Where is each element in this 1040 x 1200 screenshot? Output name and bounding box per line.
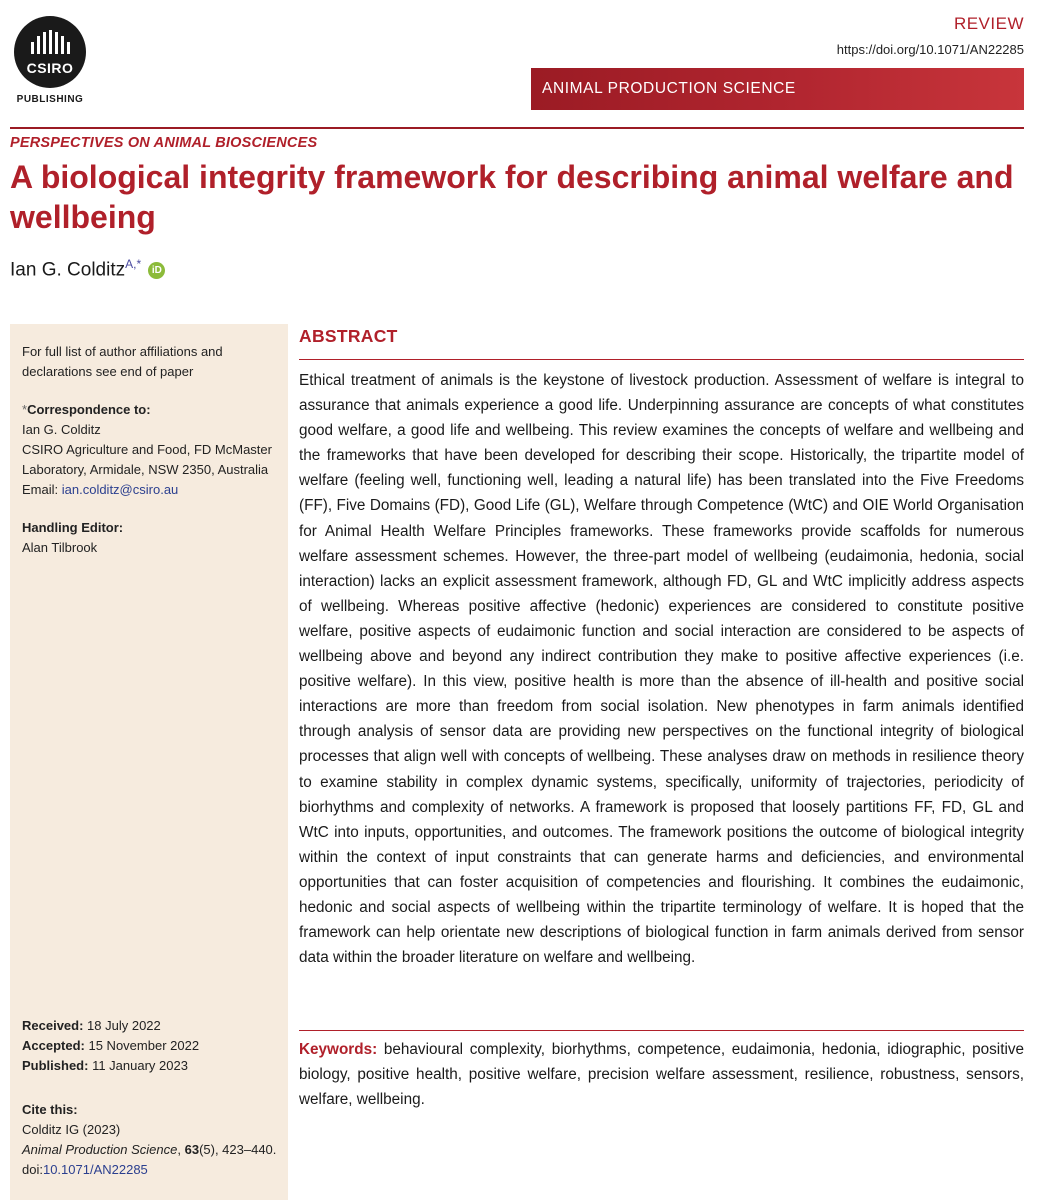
handling-editor-label: Handling Editor: [22,520,124,535]
correspondence-block [22,400,278,500]
orcid-icon[interactable]: iD [148,262,165,279]
affiliation-marks[interactable]: A,* [125,257,142,271]
cite-doi-prefix: doi: [22,1162,43,1177]
citation-block: Cite this: Colditz IG (2023) Animal Production Science, 63(5), 423–440. doi:10.1071/AN22285 [22,1102,277,1177]
keywords-paragraph [299,1037,1024,1112]
email-label: Email: [22,482,59,497]
correspondence-label: Correspondence to: [27,402,151,417]
correspondence-address: CSIRO Agriculture and Food, FD McMaster Laboratory, Armidale, NSW 2350, Australia [22,442,272,477]
header-divider [10,127,1024,129]
affiliation-note-block [22,342,278,382]
logo-bars-icon [29,30,71,56]
cite-issue-pages: (5), 423–440. [199,1142,277,1157]
article-info-sidebar [10,324,288,1200]
csiro-logo-icon [14,16,86,88]
cite-line: Colditz IG (2023) [22,1122,121,1137]
journal-name: ANIMAL PRODUCTION SCIENCE [542,80,796,97]
cite-label: Cite this: [22,1102,78,1117]
keywords-divider [299,1030,1024,1031]
affiliation-note: For full list of author affiliations and declarations see end of paper [22,344,223,379]
accepted-label: Accepted: [22,1038,85,1053]
correspondence-name: Ian G. Colditz [22,422,101,437]
cite-journal: Animal Production Science [22,1142,178,1157]
keywords-label: Keywords: [299,1041,378,1058]
logo-text: CSIRO [26,60,74,76]
received-date: 18 July 2022 [87,1018,161,1033]
received-label: Received: [22,1018,84,1033]
handling-editor-block [22,518,278,558]
doi-link[interactable]: https://doi.org/10.1071/AN22285 [836,42,1024,57]
series-label: PERSPECTIVES ON ANIMAL BIOSCIENCES [10,135,318,151]
handling-editor-name: Alan Tilbrook [22,540,98,555]
article-title: A biological integrity framework for describing animal welfare and wellbeing [10,159,1014,235]
accepted-date: 15 November 2022 [88,1038,200,1053]
journal-banner [531,68,1024,110]
abstract-text: Ethical treatment of animals is the keystone of livestock production. Assessment of welfare is integral to assurance that animals experience a good life. Underpinning assurance are concepts of what constitutes good welfare, a good life and wellbeing. This review examines the concepts of welfare and wellbeing and the frameworks that have been developed for describing their scope. Historically, the tripartite model of welfare (feeling well, functioning well, leading a natural life) has been translated into the Five Freedoms (FF), Five Domains (FD), Good Life (GL), Welfare through Competence (WtC) and OIE World Organisation for Animal Health Welfare Principles frameworks. These frameworks provide scaffolds for numerous welfare assessment schemes. However, the three-part model of wellbeing (eudaimonia, hedonia, social interaction) lacks an explicit assessment framework, although FD, GL and WtC implicitly address aspects of wellbeing. Whereas positive affective (hedonic) experiences are considered to constitute positive welfare, positive aspects of eudaimonic function and social interaction are considered to be aspects of wellbeing above and beyond any indirect contribution they make to positive affective experiences (i.e. positive welfare). In this view, positive health is more than the absence of ill-health and positive social interactions are more than freedom from social isolation. New phenotypes in farm animals identified through analysis of sensor data are providing new perspectives on the functional integrity of biological processes that align well with concepts of wellbeing. These analyses draw on methods in resilience theory to examine stability in complex dynamic systems, specifically, uniformity of trajectories, periodicity of biorhythms and complexity of networks. A framework is proposed that loosely partitions FF, FD, GL and WtC into inputs, opportunities, and outcomes. The framework positions the outcome of biological integrity within the context of input constraints that can generate harms and deficiencies, and environmental opportunities that can foster acquisition of competencies and flourishing. It combines the eudaimonic, hedonic and social aspects of wellbeing within the tripartite terminology of welfare. It is hoped that the framework can help orientate new descriptions of biological function in farm animals derived from sensor data within the broader literature on welfare and wellbeing. [299,372,1024,967]
abstract-divider [299,359,1024,360]
csiro-publishing-logo [10,16,90,105]
dates-block [22,1016,199,1076]
published-date: 11 January 2023 [92,1058,188,1073]
keywords-text: behavioural complexity, biorhythms, competence, eudaimonia, hedonia, idiographic, positive biology, positive health, positive welfare, precision welfare assessment, resilience, robustness, sensors, welfare, wellbeing. [299,1041,1024,1109]
email-link[interactable]: ian.colditz@csiro.au [61,482,179,497]
abstract-heading: ABSTRACT [299,326,398,346]
cite-volume: 63 [184,1142,200,1157]
author-line [10,257,165,281]
published-label: Published: [22,1058,89,1073]
article-type: REVIEW [953,14,1024,33]
logo-publishing-text: PUBLISHING [16,94,84,105]
cite-doi-link[interactable]: 10.1071/AN22285 [42,1162,148,1177]
author-name[interactable]: Ian G. Colditz [10,259,126,281]
correspondence-star: * [22,402,28,417]
